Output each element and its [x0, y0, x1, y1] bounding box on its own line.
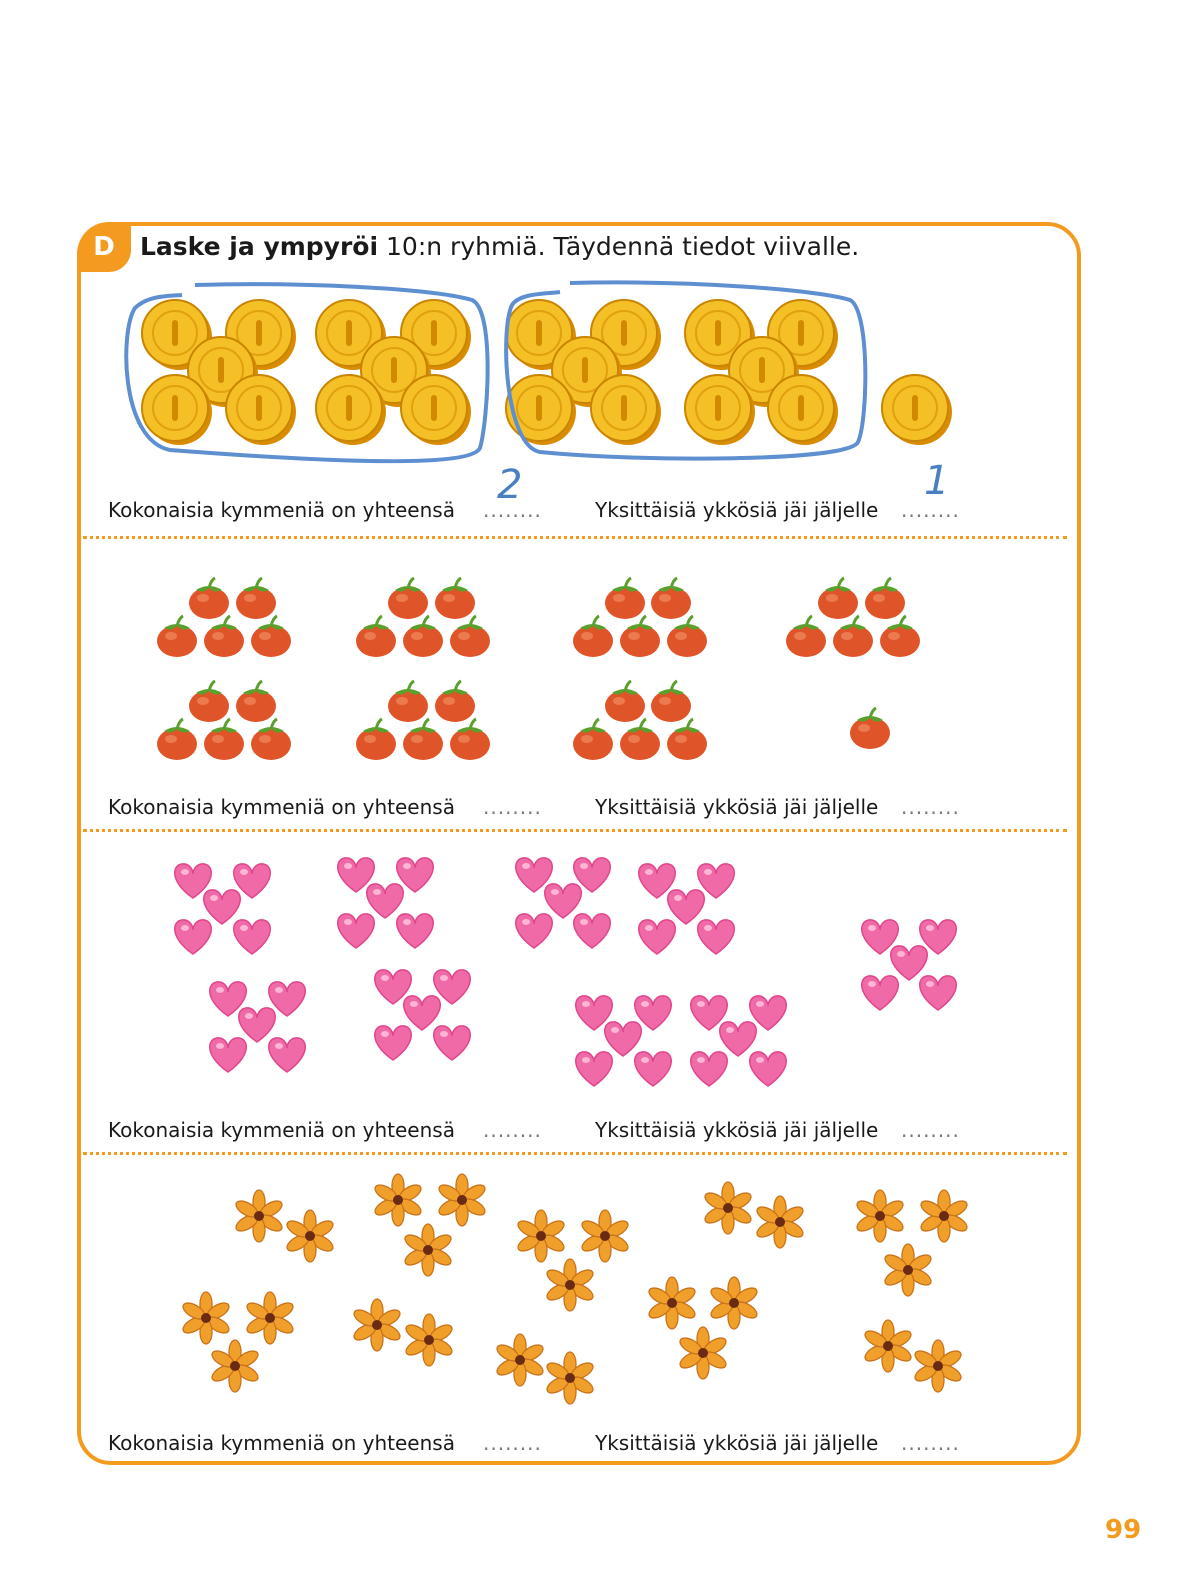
- tens-blank[interactable]: ........: [483, 795, 542, 819]
- coin-group: [142, 300, 296, 445]
- tomato-group: [786, 578, 920, 657]
- tomato-group: [157, 681, 291, 760]
- flower-group: [862, 1320, 963, 1392]
- instruction-rest: 10:n ryhmiä. Täydennä tiedot viivalle.: [378, 232, 860, 261]
- flower-group: [854, 1190, 969, 1296]
- tomato-group: [573, 681, 707, 760]
- single-tomato: [850, 708, 890, 749]
- flower-group: [515, 1210, 630, 1311]
- tomato-group: [356, 681, 490, 760]
- section-divider: [83, 1152, 1067, 1155]
- tomato-group: [573, 578, 707, 657]
- coin-group: [316, 300, 471, 445]
- flower-group: [646, 1277, 759, 1379]
- flower-group: [233, 1190, 335, 1262]
- heart-group: [639, 864, 735, 954]
- heart-group: [576, 996, 672, 1086]
- flower-group: [494, 1334, 595, 1404]
- flower-group: [702, 1182, 805, 1248]
- tens-label: Kokonaisia kymmeniä on yhteensä: [108, 795, 455, 819]
- ones-blank[interactable]: ........: [901, 498, 960, 522]
- coin-group: [506, 300, 661, 445]
- flower-group: [372, 1174, 487, 1276]
- heart-group: [862, 920, 957, 1010]
- coin-group: [685, 300, 838, 445]
- heart-group: [210, 982, 306, 1072]
- ones-label: Yksittäisiä ykkösiä jäi jäljelle: [595, 498, 879, 522]
- heart-group: [516, 858, 611, 948]
- ones-blank[interactable]: ........: [901, 795, 960, 819]
- tens-blank[interactable]: ........: [483, 498, 542, 522]
- ones-blank[interactable]: ........: [901, 1118, 960, 1142]
- instruction-bold: Laske ja ympyröi: [140, 232, 379, 261]
- heart-group: [338, 858, 434, 948]
- single-coin: [882, 375, 952, 445]
- ones-blank[interactable]: ........: [901, 1431, 960, 1455]
- tens-label: Kokonaisia kymmeniä on yhteensä: [108, 1431, 455, 1455]
- ones-label: Yksittäisiä ykkösiä jäi jäljelle: [595, 795, 879, 819]
- heart-group: [375, 970, 471, 1060]
- tomato-group: [356, 578, 490, 657]
- handwritten-tens-answer: 2: [497, 462, 523, 508]
- section-divider: [83, 829, 1067, 832]
- tens-blank[interactable]: ........: [483, 1118, 542, 1142]
- page-number: 99: [1105, 1515, 1142, 1545]
- tens-label: Kokonaisia kymmeniä on yhteensä: [108, 498, 455, 522]
- tens-blank[interactable]: ........: [483, 1431, 542, 1455]
- ones-label: Yksittäisiä ykkösiä jäi jäljelle: [595, 1431, 879, 1455]
- task-letter-badge: D: [77, 222, 131, 272]
- tens-label: Kokonaisia kymmeniä on yhteensä: [108, 1118, 455, 1142]
- heart-group: [175, 864, 271, 954]
- handwritten-ones-answer: 1: [924, 458, 950, 504]
- tomato-group: [157, 578, 291, 657]
- flower-group: [351, 1299, 454, 1366]
- section-divider: [83, 536, 1067, 539]
- flower-group: [180, 1292, 295, 1392]
- heart-group: [691, 996, 787, 1086]
- ones-label: Yksittäisiä ykkösiä jäi jäljelle: [595, 1118, 879, 1142]
